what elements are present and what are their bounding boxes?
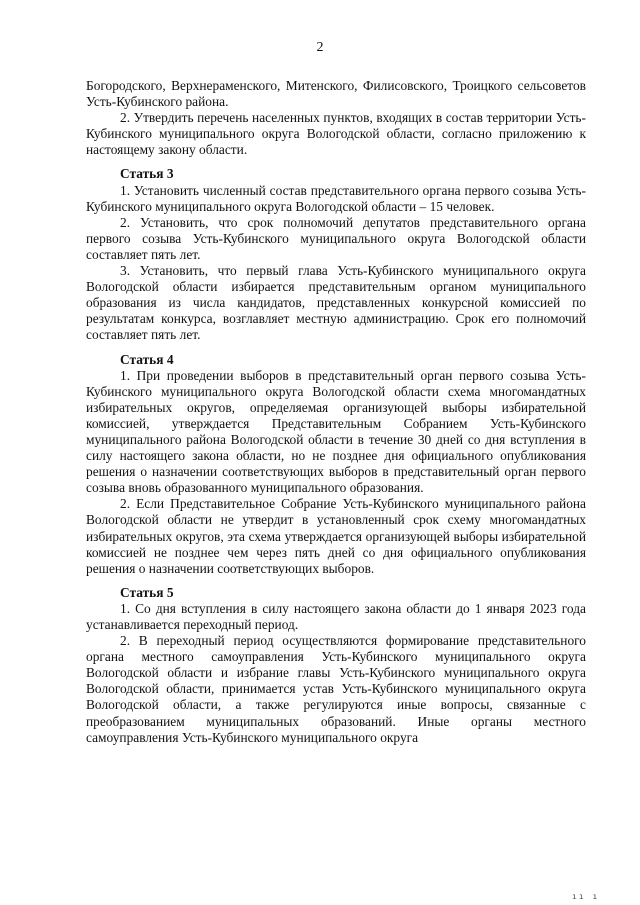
article-3-paragraph-2: 2. Установить, что срок полномочий депутатов представительного органа первого созыва Усть-Кубинского муниципального округа Вологодской области составляет пять лет. [86,214,586,262]
page-corner-mark: ıı ı [572,892,600,901]
article-5-heading: Статья 5 [120,584,174,600]
paragraph-continuation: Богородского, Верхнераменского, Митенского, Филисовского, Троицкого сельсоветов Усть-Кубинского района. [86,78,586,110]
paragraph-item-2: 2. Утвердить перечень населенных пунктов, входящих в состав территории Усть-Кубинского муниципального округа Вологодской области, согласно приложению к настоящему закону области. [86,110,586,158]
article-5-paragraph-1: 1. Со дня вступления в силу настоящего закона области до 1 января 2023 года устанавливается переходный период. [86,600,586,632]
article-4-paragraph-2: 2. Если Представительное Собрание Усть-Кубинского муниципального района Вологодской области не утвердит в установленный срок схему многомандатных избирательных округов, эта схема утверждается организующей выборы избирательной комиссией не позднее чем через пять дней со дня официального опубликования решения о назначении соответствующих выборов. [86,496,586,576]
article-4-paragraph-1: 1. При проведении выборов в представительный орган первого созыва Усть-Кубинского муниципального округа Вологодской области схема многомандатных избирательных округов, определяемая организующей выборы избирательной комиссией, утверждается Представительным Собранием Усть-Кубинского муниципального района Вологодской области в течение 30 дней со дня вступления в силу настоящего закона области, но не позднее дня официального опубликования решения о назначении соответствующих выборов в представительный орган первого созыва вновь образованного муниципального образования. [86,367,586,496]
article-3-paragraph-1: 1. Установить численный состав представительного органа первого созыва Усть-Кубинского муниципального округа Вологодской области – 15 человек. [86,182,586,214]
article-3-paragraph-3: 3. Установить, что первый глава Усть-Кубинского муниципального округа Вологодской области избирается представительным органом муниципального образования из числа кандидатов, представленных конкурсной комиссией по результатам конкурса, возглавляет местную администрацию. Срок его полномочий составляет пять лет. [86,263,586,343]
article-3-heading: Статья 3 [120,166,174,182]
page-number: 2 [316,40,324,55]
document-body [86,78,586,746]
article-5-paragraph-2: 2. В переходный период осуществляются формирование представительного органа местного самоуправления Усть-Кубинского муниципального округа Вологодской области и избрание главы Усть-Кубинского муниципального округа Вологодской области, принимается устав Усть-Кубинского муниципального округа Вологодской области, а также регулируются иные вопросы, связанные с преобразованием муниципальных образований. Иные органы местного самоуправления Усть-Кубинского муниципального округа [86,633,586,745]
article-4-heading: Статья 4 [120,351,174,367]
